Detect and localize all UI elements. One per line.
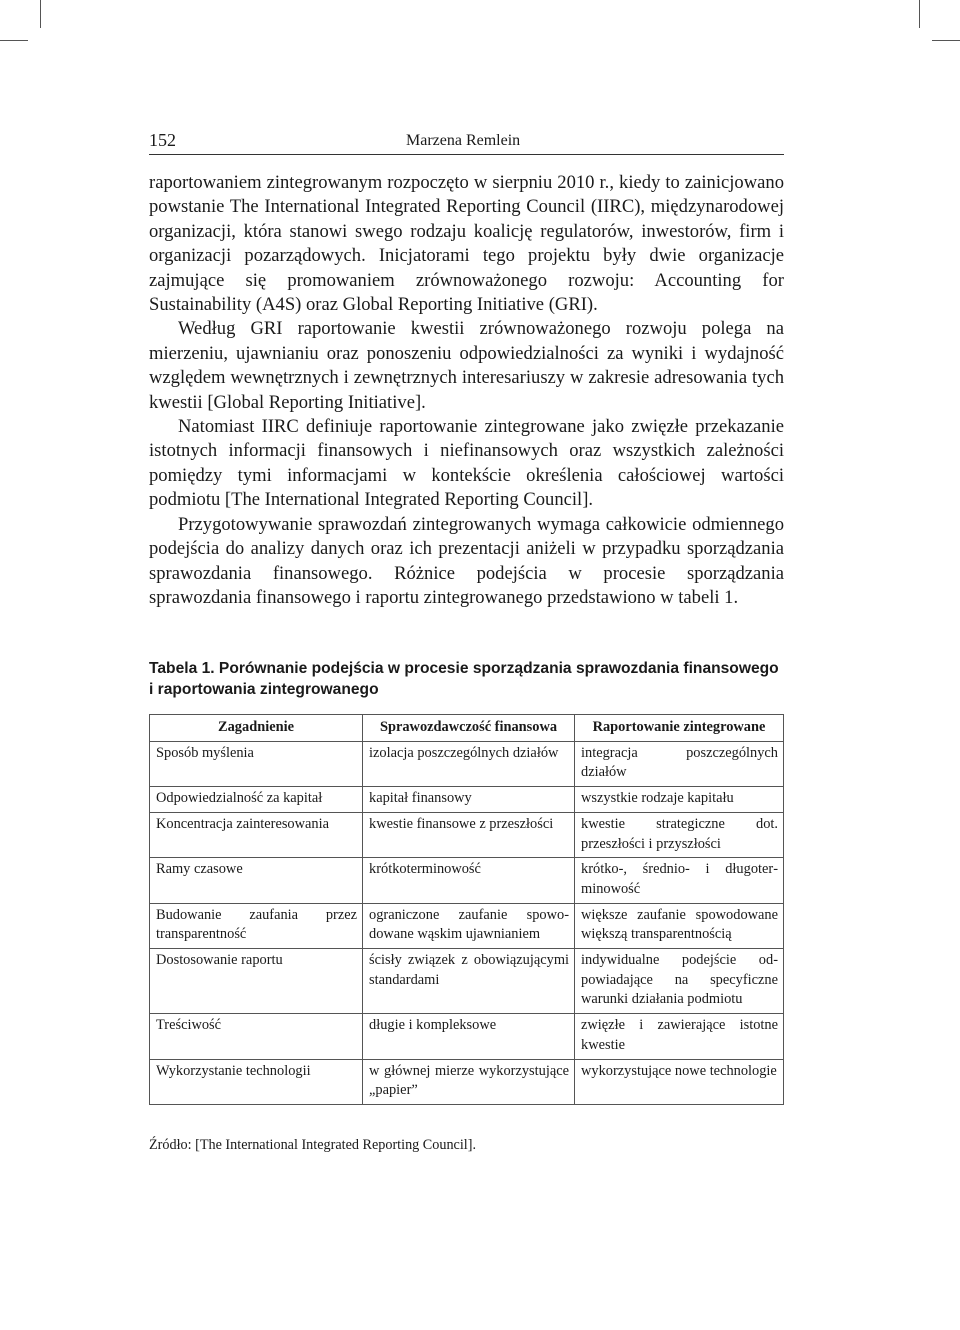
column-header: Raportowanie zintegrowane xyxy=(575,715,784,742)
table-cell: wykorzystujące nowe technologie xyxy=(575,1059,784,1104)
column-header: Zagadnienie xyxy=(150,715,363,742)
table-cell: krótkoterminowość xyxy=(363,858,575,903)
table-row xyxy=(150,1014,784,1059)
table-row xyxy=(150,903,784,948)
table-cell: kwestie finansowe z przeszłości xyxy=(363,812,575,857)
table-cell: kwestie strategiczne dot. przeszłości i przyszłości xyxy=(575,812,784,857)
table-cell: kapitał finansowy xyxy=(363,787,575,813)
crop-mark-top-left-vertical xyxy=(40,0,41,28)
table-row xyxy=(150,741,784,786)
table-cell: indywidualne podejście odpowiadające na specyficzne warunki działania podmiotu xyxy=(575,949,784,1014)
crop-mark-top-left-horizontal xyxy=(0,40,28,41)
table-cell: Dostosowanie raportu xyxy=(150,949,363,1014)
table-source-note: Źródło: [The International Integrated Reporting Council]. xyxy=(149,1137,476,1153)
table-cell: Koncentracja zainteresowania xyxy=(150,812,363,857)
table-cell: ścisły związek z obowiązującymi standardami xyxy=(363,949,575,1014)
comparison-table xyxy=(149,714,784,1105)
crop-mark-top-right-horizontal xyxy=(932,40,960,41)
table-caption: Tabela 1. Porównanie podejścia w procesie sporządzania sprawozdania finansowego i raportowania zintegrowanego xyxy=(149,660,779,698)
table-cell: Ramy czasowe xyxy=(150,858,363,903)
paragraph: Według GRI raportowanie kwestii zrównoważonego rozwoju polega na mierzeniu, ujawnianiu oraz ponoszeniu odpowiedzialności za wyniki i wydajność względem wewnętrznych i zewnętrznych interesariuszy w zakresie adresowania tych kwestii [Global Reporting Initiative]. xyxy=(149,318,784,413)
paragraph: Przygotowywanie sprawozdań zintegrowanych wymaga całkowicie odmiennego podejścia do analizy danych oraz ich prezentacji aniżeli w przypadku sporządzania sprawozdania finansowego. Różnice podejścia w procesie sporządzania sprawozdania finansowego i raportu zintegrowanego przedstawiono w tabeli 1. xyxy=(149,513,784,608)
crop-mark-top-right-vertical xyxy=(919,0,920,28)
table-cell: krótko-, średnio- i długoterminowość xyxy=(575,858,784,903)
running-header-author: Marzena Remlein xyxy=(406,132,521,149)
table-cell: ograniczone zaufanie spowodowane wąskim ujawnianiem xyxy=(363,903,575,948)
table-cell: Odpowiedzialność za kapitał xyxy=(150,787,363,813)
column-header: Sprawozdawczość finansowa xyxy=(363,715,575,742)
page-number: 152 xyxy=(149,130,176,150)
body-text xyxy=(149,171,784,610)
table-cell: Sposób myślenia xyxy=(150,741,363,786)
table-row xyxy=(150,858,784,903)
table-row xyxy=(150,787,784,813)
table-header-row xyxy=(150,715,784,742)
table-cell: Wykorzystanie technologii xyxy=(150,1059,363,1104)
table-cell: integracja poszczególnych działów xyxy=(575,741,784,786)
table-row xyxy=(150,949,784,1014)
table-row xyxy=(150,812,784,857)
table-cell: w głównej mierze wykorzystujące „papier” xyxy=(363,1059,575,1104)
running-header xyxy=(149,128,784,155)
table-cell: większe zaufanie spowodowane większą transparentnością xyxy=(575,903,784,948)
table-cell: izolacja poszczególnych działów xyxy=(363,741,575,786)
table-cell: Budowanie zaufania przez transparentność xyxy=(150,903,363,948)
table-cell: wszystkie rodzaje kapitału xyxy=(575,787,784,813)
paragraph: Natomiast IIRC definiuje raportowanie zintegrowane jako zwięzłe przekazanie istotnych informacji finansowych i niefinansowych oraz wszystkich zależności pomiędzy tymi informacjami w kontekście określenia całościowej wartości podmiotu [The International Integrated Reporting Council]. xyxy=(149,416,784,511)
table-cell: zwięzłe i zawierające istotne kwestie xyxy=(575,1014,784,1059)
table-cell: długie i kompleksowe xyxy=(363,1014,575,1059)
table-row xyxy=(150,1059,784,1104)
table-cell: Treściwość xyxy=(150,1014,363,1059)
paragraph: raportowaniem zintegrowanym rozpoczęto w sierpniu 2010 r., kiedy to zainicjowano powstanie The International Integrated Reporting Council (IIRC), międzynarodowej organizacji, która stanowi swego rodzaju koalicję regulatorów, inwestorów, firm i organizacji pozarządowych. Inicjatorami tego projektu były dwie organizacje zajmujące się promowaniem zrównoważonego rozwoju: Accounting for Sustainability (A4S) oraz Global Reporting Initiative (GRI). xyxy=(149,172,784,316)
